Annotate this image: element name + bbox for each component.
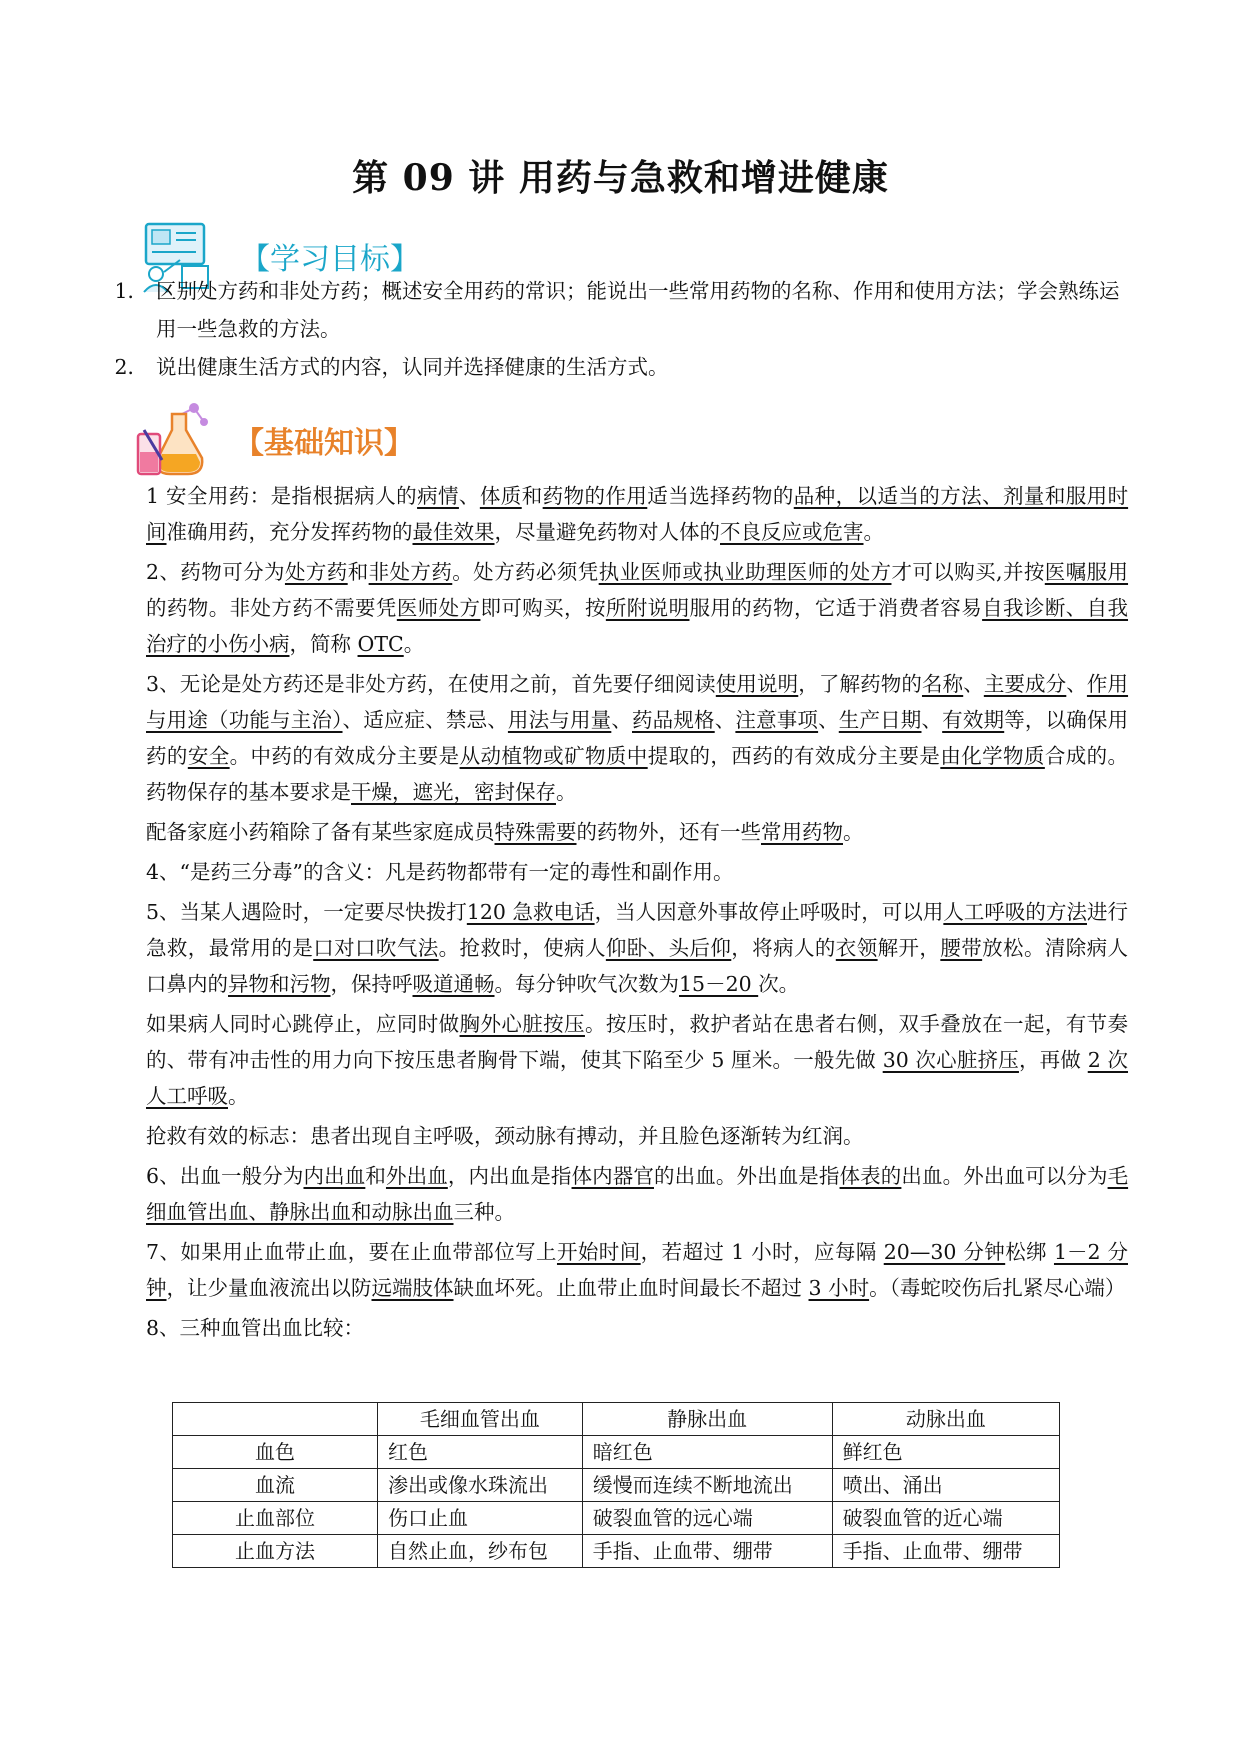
key-term: 干燥，遮光，密封保存	[351, 780, 556, 804]
basic-knowledge-heading	[132, 400, 414, 480]
key-term: 用法与用量	[507, 708, 612, 732]
table-row	[173, 1469, 1060, 1502]
key-term: 注意事项	[735, 708, 819, 732]
knowledge-paragraph	[146, 666, 1128, 810]
knowledge-paragraph	[146, 894, 1128, 1002]
key-term: 内出血	[303, 1164, 366, 1188]
paragraph-text: 合成的。药物保存的基本要求是	[146, 744, 1129, 804]
paragraph-text: 。	[863, 520, 884, 544]
key-term: 医师处方	[396, 596, 481, 620]
table-cell: 破裂血管的近心端	[832, 1502, 1059, 1535]
paragraph-text: 服用的药物，它适于消费者容易	[689, 596, 983, 620]
paragraph-text: 、	[1066, 672, 1087, 696]
paragraph-text: ，保持呼	[330, 972, 413, 996]
key-term: 腰带	[940, 936, 983, 960]
table-row	[173, 1436, 1060, 1469]
key-term: OTC	[357, 632, 404, 656]
paragraph-text: 。按压时，救护者站在患者右侧，双手叠放在一起，有节奏的、带有冲击性的用力向下按压患者胸骨下端，使其下陷至少 5 厘米。一般先做	[146, 1012, 1129, 1072]
paragraph-text: ，再做	[1018, 1048, 1088, 1072]
table-row-header: 止血方法	[173, 1535, 378, 1568]
goal-number: 2．	[114, 355, 148, 379]
paragraph-text: 3、无论是处方药还是非处方药，在使用之前，首先要仔细阅读	[146, 672, 716, 696]
key-term: 药品规格	[632, 708, 715, 732]
paragraph-text: 7、如果用止血带止血，要在止血带部位写上	[146, 1240, 557, 1264]
learning-goals-list	[110, 272, 1120, 386]
paragraph-text: 的药物。非处方药不需要凭	[146, 596, 397, 620]
paragraph-text: 、	[963, 672, 984, 696]
goal-text: 说出健康生活方式的内容，认同并选择健康的生活方式。	[156, 355, 669, 379]
key-term: 特殊需要	[494, 820, 577, 844]
paragraph-text: ，了解药物的	[798, 672, 922, 696]
paragraph-text: 进行急救，最常用的是	[146, 900, 1129, 960]
paragraph-text: 和	[521, 484, 543, 508]
knowledge-paragraph	[146, 1006, 1128, 1114]
paragraph-text: 。处方药必须凭	[452, 560, 599, 584]
paragraph-text: 即可购买，按	[480, 596, 606, 620]
key-term: 外出血	[385, 1164, 448, 1188]
key-term: 1－2 分钟	[146, 1240, 1128, 1300]
page-title: 第 09 讲 用药与急救和增进健康	[352, 157, 889, 199]
key-term: 120 急救电话	[466, 900, 595, 924]
paragraph-text: 的出血。外出血是指	[654, 1164, 840, 1188]
paragraph-text: 、适应症、禁忌、	[342, 708, 508, 732]
paragraph-text: 。（毒蛇咬伤后扎紧尽心端）	[869, 1276, 1126, 1300]
table-row	[173, 1502, 1060, 1535]
paragraph-text: 适当选择药物的	[647, 484, 794, 508]
table-cell: 喷出、涌出	[832, 1469, 1059, 1502]
paragraph-text: 缺血坏死。止血带止血时间最长不超过	[453, 1276, 809, 1300]
paragraph-text: 配备家庭小药箱除了备有某些家庭成员	[146, 820, 495, 844]
key-term: 品种，以适当的方法、剂量和服用时间	[146, 484, 1129, 544]
key-term: 人工呼吸的方法	[943, 900, 1087, 924]
bleeding-comparison-table	[172, 1402, 1060, 1568]
key-term: 药物的作用	[542, 484, 648, 508]
key-term: 从动植物或矿物质中	[459, 744, 648, 768]
key-term: 使用说明	[715, 672, 799, 696]
goal-text: 区别处方药和非处方药；概述安全用药的常识；能说出一些常用药物的名称、作用和使用方法；学会熟练运用一些急救的方法。	[156, 279, 1120, 341]
paragraph-text: 。抢救时，使病人	[438, 936, 606, 960]
table-cell: 缓慢而连续不断地流出	[582, 1469, 832, 1502]
paragraph-text: 松绑	[1005, 1240, 1054, 1264]
key-term: 体内器官	[571, 1164, 654, 1188]
paragraph-text: 、	[611, 708, 632, 732]
paragraph-text: 、	[818, 708, 839, 732]
paragraph-text: ，内出血是指	[447, 1164, 572, 1188]
key-term: 吸道通畅	[412, 972, 495, 996]
paragraph-text: 解开，	[877, 936, 941, 960]
paragraph-text: 。	[228, 1084, 249, 1108]
key-term: 不良反应或危害	[720, 520, 864, 544]
key-term: 安全	[187, 744, 230, 768]
basic-knowledge-label: 【基础知识】	[234, 426, 414, 461]
paragraph-text: 放松。清除病人口鼻内的	[146, 936, 1129, 996]
flask-icon	[132, 400, 212, 480]
paragraph-text: 1 安全用药：是指根据病人的	[146, 484, 418, 508]
key-term: 生产日期	[838, 708, 922, 732]
key-term: 执业医师或执业助理医师的处方	[598, 560, 892, 584]
table-cell: 渗出或像水珠流出	[378, 1469, 583, 1502]
paragraph-text: 次。	[758, 972, 800, 996]
key-term: 有效期	[942, 708, 1005, 732]
table-cell: 伤口止血	[378, 1502, 583, 1535]
knowledge-paragraph	[146, 554, 1128, 662]
goal-number: 1．	[114, 279, 148, 303]
paragraph-text: 提取的，西药的有效成分主要是	[647, 744, 941, 768]
paragraph-text: 准确用药，充分发挥药物的	[166, 520, 413, 544]
paragraph-text: ，尽量避免药物对人体的	[494, 520, 720, 544]
paragraph-text: ，简称	[289, 632, 358, 656]
key-term: 胸外心脏按压	[459, 1012, 585, 1036]
key-term: 常用药物	[761, 820, 843, 844]
paragraph-text: 出血。外出血可以分为	[901, 1164, 1108, 1188]
table-header-cell: 动脉出血	[832, 1403, 1059, 1436]
table-cell: 手指、止血带、绷带	[832, 1535, 1059, 1568]
table-header-row	[173, 1403, 1060, 1436]
table-header-cell: 静脉出血	[582, 1403, 832, 1436]
paragraph-text: 5、当某人遇险时，一定要尽快拨打	[146, 900, 467, 924]
paragraph-text: 。	[556, 780, 577, 804]
paragraph-text: 才可以购买,并按	[891, 560, 1045, 584]
key-term: 所附说明	[605, 596, 690, 620]
key-term: 作用与用途（功能与主治）	[146, 672, 1129, 732]
paragraph-text: 和	[365, 1164, 386, 1188]
knowledge-body	[146, 478, 1128, 1350]
knowledge-paragraph	[146, 478, 1128, 550]
paragraph-text: 。每分钟吹气次数为	[494, 972, 679, 996]
key-term: 2 次人工呼吸	[146, 1048, 1129, 1108]
table-cell: 鲜红色	[832, 1436, 1059, 1469]
paragraph-text: 三种。	[453, 1200, 515, 1224]
key-term: 开始时间	[556, 1240, 641, 1264]
key-term: 衣领	[835, 936, 878, 960]
learning-goals-label: 【学习目标】	[240, 242, 420, 277]
key-term: 口对口吹气法	[313, 936, 439, 960]
table-cell: 暗红色	[582, 1436, 832, 1469]
knowledge-paragraph	[146, 854, 1128, 890]
paragraph-text: 8、三种血管出血比较：	[146, 1316, 365, 1340]
paragraph-text: ，当人因意外事故停止呼吸时，可以用	[594, 900, 944, 924]
knowledge-paragraph	[146, 1234, 1128, 1306]
key-term: 自我诊断、自我治疗的小伤小病	[146, 596, 1129, 656]
paragraph-text: 。	[403, 632, 425, 656]
paragraph-text: 2、药物可分为	[146, 560, 285, 584]
table-cell: 自然止血，纱布包	[378, 1535, 583, 1568]
key-term: 由化学物质	[940, 744, 1045, 768]
paragraph-text: ，让少量血液流出以防	[166, 1276, 372, 1300]
table-row-header: 血色	[173, 1436, 378, 1469]
table-header-cell	[173, 1403, 378, 1436]
knowledge-paragraph	[146, 1118, 1128, 1154]
key-term: 医嘱服用	[1044, 560, 1129, 584]
table-cell: 破裂血管的远心端	[582, 1502, 832, 1535]
key-term: 20—30 分钟	[883, 1240, 1006, 1264]
key-term: 病情	[417, 484, 459, 508]
table-cell: 手指、止血带、绷带	[582, 1535, 832, 1568]
paragraph-text: 4、“是药三分毒”的含义：凡是药物都带有一定的毒性和副作用。	[146, 860, 734, 884]
goal-item-1	[110, 272, 1120, 348]
paragraph-text: 如果病人同时心跳停止，应同时做	[146, 1012, 460, 1036]
key-term: 30 次心脏挤压	[882, 1048, 1019, 1072]
key-term: 主要成分	[983, 672, 1067, 696]
table-row-header: 血流	[173, 1469, 378, 1502]
paragraph-text: ，将病人的	[731, 936, 836, 960]
paragraph-text: 的药物外，还有一些	[576, 820, 761, 844]
knowledge-paragraph	[146, 814, 1128, 850]
table-row-header: 止血部位	[173, 1502, 378, 1535]
key-term: 远端肢体	[371, 1276, 454, 1300]
key-term: 体质	[479, 484, 522, 508]
knowledge-paragraph	[146, 1310, 1128, 1346]
paragraph-text: 。中药的有效成分主要是	[229, 744, 460, 768]
knowledge-paragraph	[146, 1158, 1128, 1230]
key-term: 处方药	[284, 560, 348, 584]
paragraph-text: 、	[921, 708, 943, 732]
key-term: 毛细血管出血、静脉出血和动脉出血	[146, 1164, 1129, 1224]
key-term: 体表的	[839, 1164, 902, 1188]
key-term: 15－20	[679, 972, 759, 996]
key-term: 名称	[921, 672, 964, 696]
paragraph-text: 。	[843, 820, 864, 844]
paragraph-text: 和	[347, 560, 369, 584]
paragraph-text: 6、出血一般分为	[146, 1164, 304, 1188]
table-cell: 红色	[378, 1436, 583, 1469]
table-row	[173, 1535, 1060, 1568]
key-term: 3 小时	[808, 1276, 870, 1300]
key-term: 最佳效果	[412, 520, 495, 544]
table-header-cell: 毛细血管出血	[378, 1403, 583, 1436]
key-term: 非处方药	[368, 560, 453, 584]
goal-item-2	[110, 348, 1120, 386]
paragraph-text: 、	[458, 484, 480, 508]
paragraph-text: 抢救有效的标志：患者出现自主呼吸，颈动脉有搏动，并且脸色逐渐转为红润。	[146, 1124, 864, 1148]
key-term: 异物和污物	[228, 972, 331, 996]
paragraph-text: 、	[714, 708, 736, 732]
key-term: 仰卧、头后仰	[605, 936, 732, 960]
paragraph-text: 等，以确保用药的	[146, 708, 1129, 768]
paragraph-text: ，若超过 1 小时，应每隔	[640, 1240, 884, 1264]
